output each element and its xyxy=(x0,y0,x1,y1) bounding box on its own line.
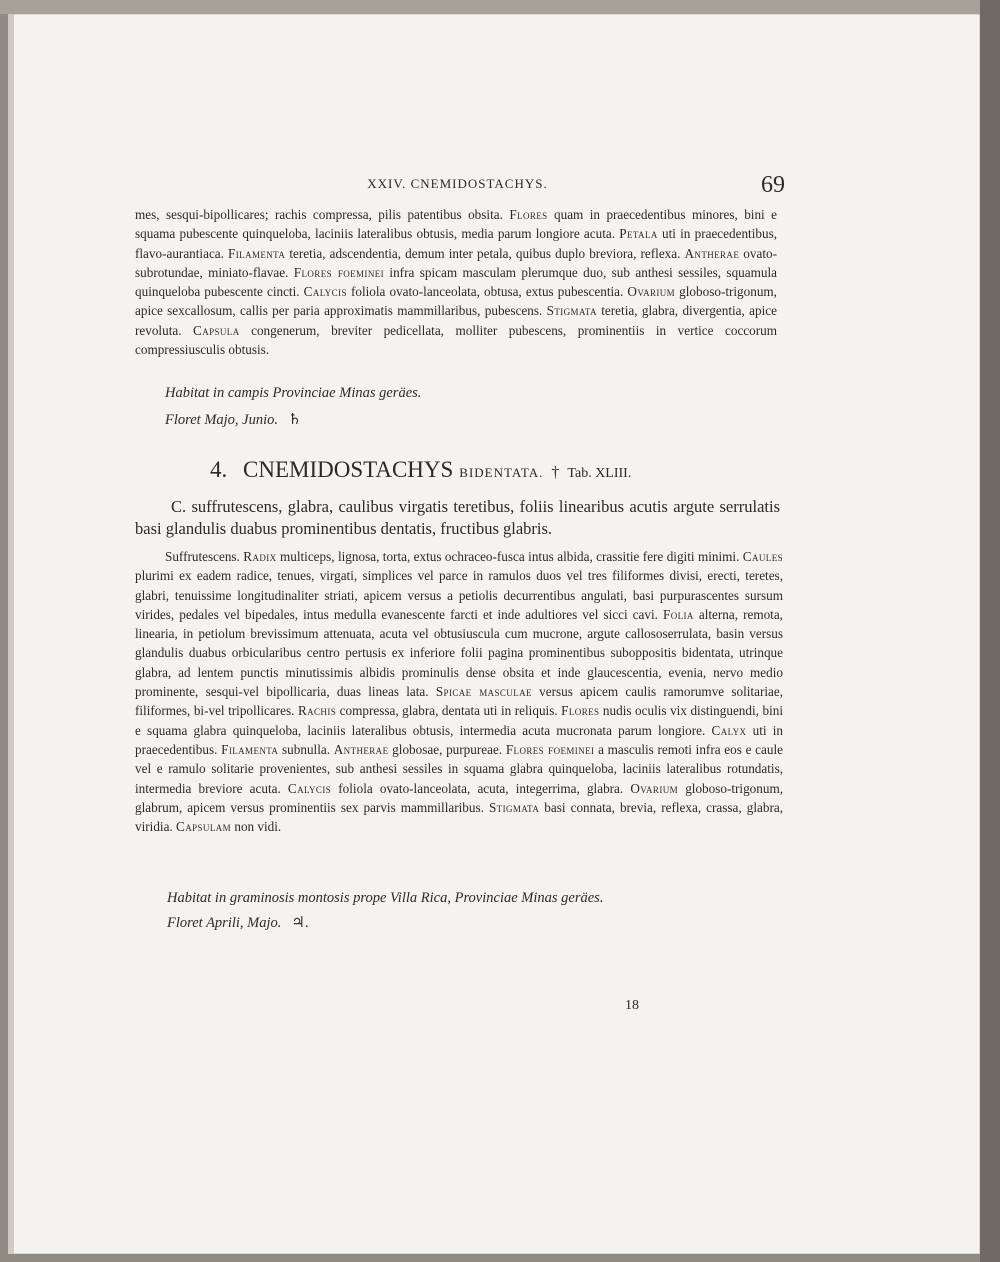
page-header xyxy=(130,172,785,202)
term-label: Calyx xyxy=(711,722,747,738)
term-label: Rachis xyxy=(297,703,337,719)
term-label: Petala xyxy=(619,226,658,242)
term-label: Capsula xyxy=(193,322,240,338)
text-run: globoso-trigonum, glabrum, apicem versus prominentiis sex parvis mammillaribus. xyxy=(135,780,784,815)
text-run: nudis oculis vix distinguendi, bini e squama glabra quinqueloba, laciniis lateralibus obtusis, intermedia acuta mucronata parum longiore. xyxy=(135,703,783,738)
diagnosis-text: C. suffrutescens, glabra, caulibus virgatis teretibus, foliis linearibus acutis argute serrulatis basi glandulis duabus prominentibus dentatis, fructibus glabris. xyxy=(135,497,780,538)
term-label: Ovarium xyxy=(627,284,676,300)
floret-text: Floret Majo, Junio. xyxy=(165,412,279,428)
text-run: globoso-trigonum, apice sexcallosum, callis per paria approximatis mammillaribus, pubescens. xyxy=(135,284,777,319)
term-label: Caules xyxy=(742,549,783,564)
term-label: Antherae xyxy=(684,245,740,261)
habitat-line-2 xyxy=(167,890,603,907)
description-paragraph-1 xyxy=(135,205,777,359)
text-run: plurimi ex eadem radice, tenues, virgati, simplices vel parce in ramulos duos vel tres filiformes divisi, erecti, teretes, glabri, tenuissime longitudinaliter striati, apicem versus a petiolis decurrentibus angulati, basi purpurascentes sursum virides, pedales vel bipedales, intus medulla evanescente farcti et inde adultiores vel sicci cavi. xyxy=(135,568,783,622)
species-number: 4. xyxy=(210,457,228,482)
text-run: uti in praecedentibus, flavo-aurantiaca. xyxy=(135,226,777,261)
text-run: compressa, glabra, dentata uti in reliquis. xyxy=(336,703,562,719)
jupiter-symbol: ♃. xyxy=(291,915,309,931)
floret-line-2 xyxy=(167,913,309,932)
text-run: congenerum, breviter pedicellata, molliter pubescens, prominentiis in vertice coccorum compressiusculis obtusis. xyxy=(135,322,777,358)
term-label: Capsulam xyxy=(176,819,232,835)
term-label: Flores foeminei xyxy=(293,264,385,280)
text-run: foliola ovato-lanceolata, obtusa, extus pubescentia. xyxy=(346,284,628,300)
text-run: infra spicam masculam plerumque duo, sub anthesi sessiles, squamula quinqueloba pubescente cincti. xyxy=(135,264,777,300)
term-label: Calycis xyxy=(287,780,332,796)
text-run: foliola ovato-lanceolata, acuta, integerrima, glabra. xyxy=(331,780,631,796)
scan-top-band xyxy=(0,0,1000,14)
term-label: Flores xyxy=(561,703,600,719)
text-run: mes, sesqui-bipollicares; rachis compressa, pilis patentibus obsita. xyxy=(135,207,510,222)
species-heading xyxy=(210,457,710,483)
scan-right-edge xyxy=(980,0,1000,1262)
species-epithet: BIDENTATA. xyxy=(459,465,544,480)
page-number: 69 xyxy=(761,172,785,198)
term-label: Filamenta xyxy=(221,741,279,757)
description-paragraph-2 xyxy=(135,547,783,836)
dagger-mark: † xyxy=(551,464,560,481)
text-run: Suffrutescens. xyxy=(165,549,244,564)
habitat-line-1 xyxy=(165,385,421,402)
genus-name: CNEMIDOSTACHYS xyxy=(243,457,454,482)
text-run: subnulla. xyxy=(278,741,334,757)
text-run: alterna, remota, linearia, in petiolum brevissimum attenuata, acuta vel obtusiuscula cum mucrone, argute callososerrulata, basin versus glandulis duabus orbicularibus centro pertusis ex inferiore folii pagina prominentibus suboppositis bidentata, utrinque glabra, ad lentem punctis minutissimis albidis prominulis dense obsita et inde glaucescentia, evenia, nervo medio prominente, sesqui-vel bipollicaria, duas lineas lata. xyxy=(135,606,783,700)
habitat-text: Habitat in graminosis montosis prope Villa Rica, Provinciae Minas geräes. xyxy=(167,890,604,906)
plate-reference: Tab. XLIII. xyxy=(567,466,632,481)
habitat-text: Habitat in campis Provinciae Minas geräes. xyxy=(165,385,422,401)
text-run: basi connata, brevia, reflexa, crassa, glabra, viridia. xyxy=(135,799,783,835)
term-label: Flores foeminei xyxy=(505,741,595,757)
text-run: uti in praecedentibus. xyxy=(135,722,783,757)
term-label: Filamenta xyxy=(228,245,286,261)
term-label: Radix xyxy=(243,549,277,564)
text-run: quam in praecedentibus minores, bini e squama pubescente quinqueloba, laciniis lateralibus obtusis, media parum longiore acuta. xyxy=(135,207,778,242)
term-label: Calycis xyxy=(303,284,347,300)
signature-mark: 18 xyxy=(625,998,639,1013)
term-label: Spicae masculae xyxy=(435,684,532,700)
text-run: ovato-subrotundae, miniato-flavae. xyxy=(135,245,777,280)
term-label: Antherae xyxy=(333,741,389,757)
text-run: teretia, glabra, divergentia, apice revoluta. xyxy=(135,303,777,338)
floret-text: Floret Aprili, Majo. xyxy=(167,915,282,931)
text-run: versus apicem caulis ramorumve solitariae, filiformes, bi-vel tripollicares. xyxy=(135,684,783,719)
term-label: Stigmata xyxy=(488,799,540,815)
text-run: globosae, purpureae. xyxy=(388,741,506,757)
term-label: Ovarium xyxy=(630,780,679,796)
term-label: Flores xyxy=(509,207,548,222)
saturn-symbol: ♄ xyxy=(288,412,302,428)
page-gutter xyxy=(8,14,14,1254)
term-label: Folia xyxy=(662,606,694,622)
text-run: multiceps, lignosa, torta, extus ochraceo-fusca intus albida, crassitie fere digiti minimi. xyxy=(276,549,743,564)
species-diagnosis xyxy=(135,496,780,540)
running-title: XXIV. CNEMIDOSTACHYS. xyxy=(367,176,548,191)
term-label: Stigmata xyxy=(546,303,597,319)
text-run: a masculis remoti infra eos e caule vel e ramulo solitarie provenientes, sub anthesi sessiles in squama glabra quinqueloba, laciniis lateralibus rotundatis, intermedia breviore acuta. xyxy=(135,741,783,796)
text-run: non vidi. xyxy=(231,819,282,835)
floret-line-1 xyxy=(165,410,301,429)
text-run: teretia, adscendentia, demum inter petala, quibus duplo breviora, reflexa. xyxy=(285,245,685,261)
